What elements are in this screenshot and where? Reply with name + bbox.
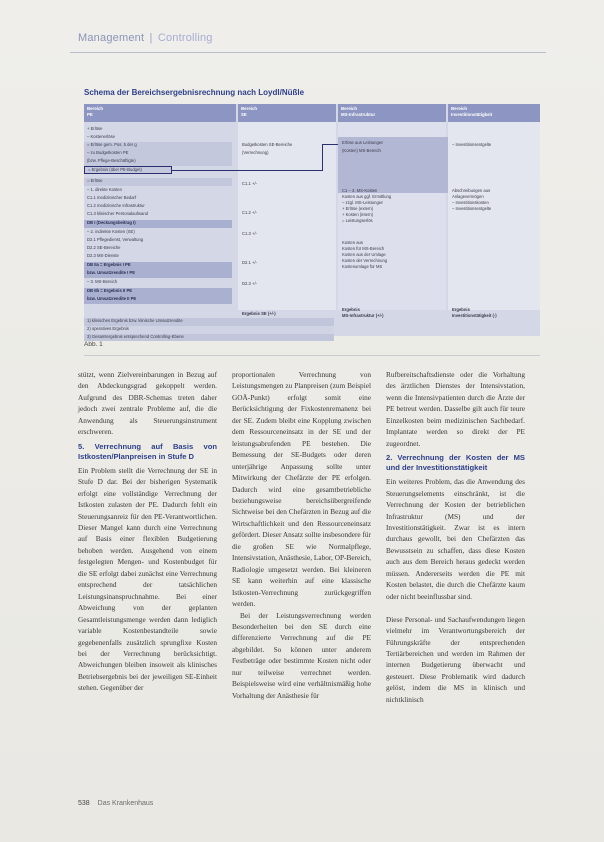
invest-cell: Abschreibungen aus bbox=[452, 188, 491, 193]
column-header-ms: Bereich MS-Infrastruktur bbox=[338, 104, 446, 122]
paragraph: Rufbereitschaftsdienste oder die Vorhaltung des ärztlichen Dienstes der Intensivstation, wenn die Intensivpatienten durch die Ärzte der PE betreut werden. Dasselbe gilt auch für teure Einzelkosten beim medizinischen Sachbedarf. Implantate werden so direkt der PE zugeordnet. bbox=[386, 370, 525, 448]
ms-result: Ergebnis bbox=[342, 307, 360, 312]
header-rule bbox=[70, 52, 546, 53]
connector-line bbox=[172, 170, 322, 171]
column-bg-invest bbox=[448, 122, 540, 310]
row-label: – 1. direkte Kosten bbox=[87, 187, 122, 192]
paragraph: Bei der Leistungsverrechnung werden Besonderheiten bei den SE durch eine differenzierte Verrechnung auf die PE abgebildet. So können unter anderem Festbeträge oder bestimmte Kosten nicht oder nur teilweise verrechnet werden. Beispielsweise wird eine verhältnismäßig hohe Vorhaltung der Anästhesie für bbox=[232, 610, 371, 700]
row-label: – Kostenerlöse bbox=[87, 134, 115, 139]
se-cell: D2.3 +/- bbox=[242, 281, 258, 286]
row-label-total: DB IIa = Ergebnis I PE bbox=[84, 262, 232, 270]
row-label: C1.2 medizinische Infrastruktur bbox=[87, 203, 145, 208]
section-heading: 2. Verrechnung der Kosten der MS und der Investitionstätigkeit bbox=[386, 453, 525, 473]
se-result: Ergebnis SE (+/-) bbox=[242, 311, 276, 316]
se-cell: C1.2 +/- bbox=[242, 210, 258, 215]
scheme-figure bbox=[84, 104, 540, 339]
subsection-label: Controlling bbox=[157, 32, 213, 44]
ms-cell: Kosten für MS-Bereich bbox=[342, 246, 385, 251]
ms-highlight-box bbox=[338, 137, 448, 193]
invest-cell: Anlagevermögen bbox=[452, 194, 484, 199]
invest-result: Investitionstätigkeit (-) bbox=[452, 313, 497, 318]
journal-name: Das Krankenhaus bbox=[97, 800, 154, 807]
column-header-pe: Bereich PE bbox=[84, 104, 236, 122]
invest-result: Ergebnis bbox=[452, 307, 470, 312]
article-column-3 bbox=[386, 369, 525, 705]
invest-cell: – Investitionsentgelte bbox=[452, 142, 492, 147]
ms-cell: Kostenumlage für MS bbox=[342, 264, 383, 269]
section-heading: 5. Verrechnung auf Basis von Istkosten/Planpreisen in Stufe D bbox=[78, 441, 217, 461]
row-label-total: bzw. Umsatzrendite II PE bbox=[84, 296, 232, 304]
row-label: = Erlöse gem. Pos. 5 der g bbox=[84, 142, 232, 150]
ms-cell: Kosten aus ggf. Ermittlung bbox=[342, 194, 392, 199]
ms-cell: (Kosten) MS-Bereich bbox=[342, 148, 381, 153]
se-cell: C1.3 +/- bbox=[242, 231, 258, 236]
ms-cell: Kosten aus bbox=[342, 240, 363, 245]
ms-cell: C1 – 3. MS-Kosten bbox=[342, 188, 378, 193]
column-header-se: Bereich SE bbox=[238, 104, 336, 122]
invest-cell: – Investitionsentgelte bbox=[452, 206, 492, 211]
ms-cell: Erlöse aus Leistungen bbox=[342, 140, 384, 145]
legend-row: 3) Gesamtergebnis entsprechend Controlling-Ebene bbox=[84, 334, 334, 341]
paragraph: Ein weiteres Problem, das die Anwendung des Steuerungselements einschränkt, ist die Verrechnung der Kosten der betrieblichen Infrastruktur (MS) und der Investitionstätigkeit. Zwar ist es intern durchaus gewollt, bei den Chefärzten das Bewusstsein zu schaffen, dass diese Kosten auch aus dem Bereich heraus gedeckt werden müssen. Andererseits werden die PE mit Kosten belastet, die durch die Chefärzte kaum oder nicht beeinflussbar sind. Diese Personal- und Sachaufwendungen liegen vielmehr im Verantwortungsbereich der Führungskräfte der entsprechenden Tertiärbereichen und werden im Rahmen der internen Budgetierung überwacht und gesteuert. Diese Problematik wird dadurch gelöst, indem die MS in klinisch und nichtklinisch bbox=[386, 477, 525, 704]
ms-result: MS-Infrastruktur (+/-) bbox=[342, 313, 384, 318]
ms-cell: + Erlöse (extern) bbox=[342, 206, 374, 211]
row-label-total: DB IIb = Ergebnis II PE bbox=[84, 288, 232, 296]
row-label-boxed: = Ergebnis (über PE-Budget) bbox=[84, 166, 172, 174]
legend-row: 1) klinisches Ergebnis bzw. klinische Umsatzrendite bbox=[84, 318, 334, 326]
row-label: = Erlöse bbox=[84, 178, 232, 186]
figure-rule bbox=[84, 355, 540, 356]
row-label-total: bzw. Umsatzrendite I PE bbox=[84, 270, 232, 278]
row-label: – 3. MS-Bereich bbox=[87, 279, 118, 284]
article-column-2 bbox=[232, 369, 371, 701]
se-cell: Budgetkosten SE-Bereiche bbox=[242, 142, 293, 147]
invest-cell: – Investitionskosten bbox=[452, 200, 489, 205]
row-label: + Erlöse bbox=[87, 126, 103, 131]
row-label: C1.3 klinischer Personalaufwand bbox=[87, 211, 148, 216]
se-cell: (Verrechnung) bbox=[242, 150, 269, 155]
row-label: D2.3 MS-Dienste bbox=[87, 253, 119, 258]
se-cell: C1.1 +/- bbox=[242, 181, 258, 186]
section-label: Management bbox=[78, 32, 145, 44]
connector-line bbox=[322, 144, 338, 145]
paragraph: Ein Problem stellt die Verrechnung der SE in Stufe D dar. Bei der bisherigen Systematik erfolgt eine vollständige Verrechnung der Istkosten zulasten der PE. Dadurch fehlt ein Steuerungsanreiz für den PE-Verantwortlichen. Dieser Mangel kann durch eine Verrechnung auf Basis einer flexiblen Budgetierung behoben werden. Ausgehend von einem festgelegten Mengen- und Kostenbudget für die SE erfolgt dabei zunächst eine Verrechnung entsprechend der tatsächlichen Leistungsinanspruchnahme. Bei einer Abweichung von der geplanten Gesamtleistungsmenge werden dann lediglich variable Kostenbestandteile sowie gegebenenfalls zusätzlich sprungfixe Kosten bei der Verrechnung berücksichtigt. Abweichungen bleiben insoweit als klinisches Betriebsergebnis bei der jeweiligen SE-Einheit stehen. Gegenüber der bbox=[78, 465, 217, 693]
paragraph: stützt, wenn Zielvereinbarungen in Bezug auf den Abdeckungsgrad gekoppelt werden. Aufgrund des DBR-Schemas treten daher jedoch zwei zentrale Probleme auf, die die Anwendung als Steuerungsinstrument erschweren. bbox=[78, 370, 217, 437]
figure-caption: Abb. 1 bbox=[84, 341, 103, 348]
page-number: 538 bbox=[78, 800, 90, 807]
connector-line bbox=[322, 144, 323, 171]
row-label-total: DB I (Deckungsbeitrag I) bbox=[84, 220, 232, 228]
section-header bbox=[78, 32, 213, 44]
ms-cell: Kosten der Verrechnung bbox=[342, 258, 388, 263]
page-footer bbox=[78, 800, 153, 807]
row-label: D2.2 SE-Bereiche bbox=[87, 245, 121, 250]
column-header-invest: Bereich Investitionstätigkeit bbox=[448, 104, 540, 122]
row-label: (bzw. Pflege-Beschäftigte) bbox=[84, 158, 232, 166]
row-label: – 2. indirekte Kosten (SE) bbox=[87, 229, 135, 234]
header-separator: | bbox=[149, 32, 153, 44]
ms-cell: + Kosten (intern) bbox=[342, 212, 374, 217]
ms-cell: = Leistungserlös bbox=[342, 218, 373, 223]
figure-title: Schema der Bereichsergebnisrechnung nach Loydl/Nüßle bbox=[84, 88, 305, 97]
row-label: C1.1 medizinischer Bedarf bbox=[87, 195, 137, 200]
paragraph: proportionalen Verrechnung von Leistungsmengen zu Planpreisen (zum Beispiel GOÄ-Punkt) erfolgt somit eine Berücksichtigung der Fixkostenremanenz bei der SE. Zudem bleibt eine Kopplung zwischen dem Ressourceneinsatz in der SE und der leistungsabrufenden PE bestehen. Die Bemessung der SE-Budgets oder deren unterjährige Anpassung sollte unter Mitwirkung der Chefärzte der PE erfolgen. Dadurch wird eine gesamtbetriebliche beziehungsweise bereichsübergreifende Sichtweise bei den Chefärzten in Bezug auf die Wirtschaftlichkeit und den Ressourceneinsatz gefördert. Dieser Ansatz sollte insbesondere für die großen SE wie Normalpflege, Intensivstation, Anästhesie, Labor, OP-Bereich, Radiologie umgesetzt werden. Bei kleineren SE kann weiterhin auf eine klassische Istkosten-Verrechnung zurückgegriffen werden. bbox=[232, 370, 372, 609]
se-cell: D2.1 +/- bbox=[242, 260, 258, 265]
article-column-1 bbox=[78, 369, 217, 694]
row-label: D2.1 Pflegedienst, Verwaltung bbox=[87, 237, 144, 242]
ms-cell: Kosten aus der Umlage bbox=[342, 252, 386, 257]
row-label: – zu Budgetkosten PE bbox=[84, 150, 232, 158]
ms-cell: – zzgl. MS-Leistungen bbox=[342, 200, 384, 205]
legend-row: 2) operatives Ergebnis bbox=[84, 326, 334, 334]
